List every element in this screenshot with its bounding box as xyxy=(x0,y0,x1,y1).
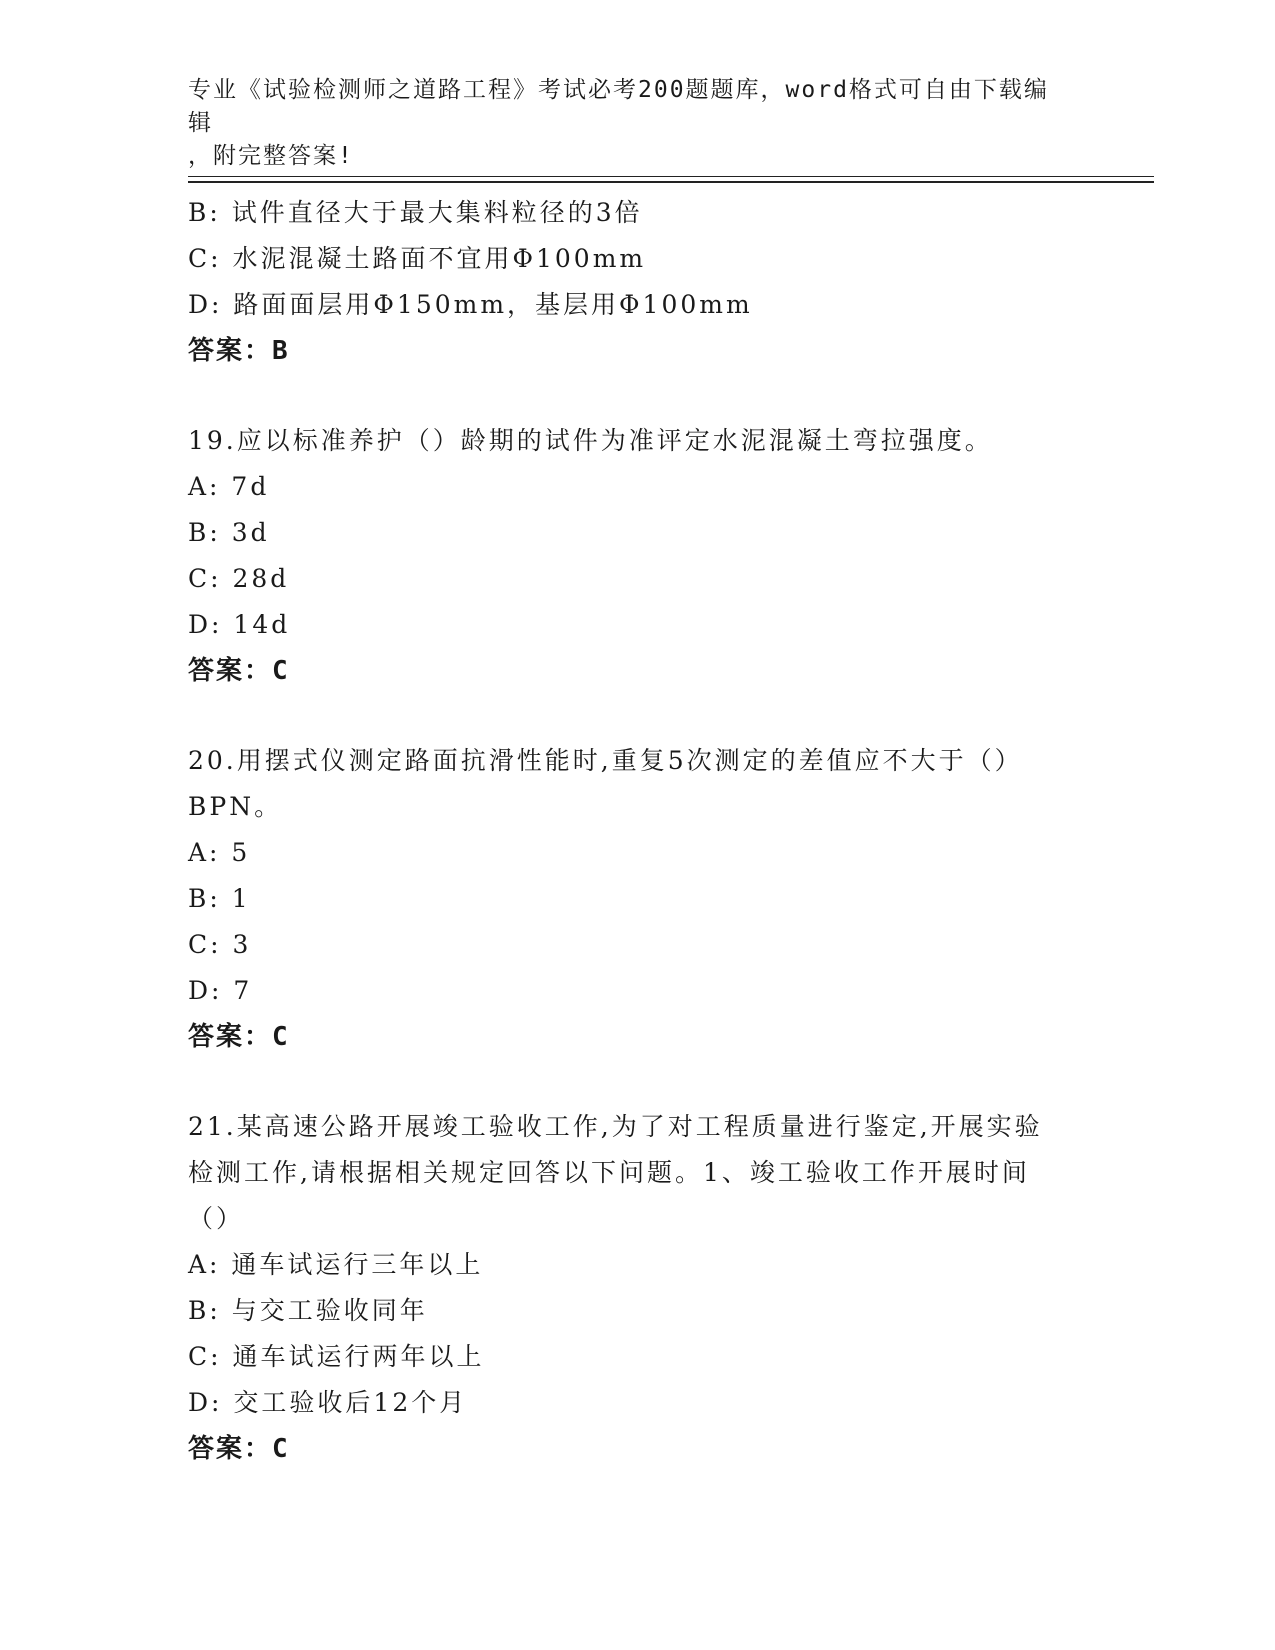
answer-line: 答案：C xyxy=(188,1434,290,1464)
option-d: D: 路面面层用Φ150mm，基层用Φ100mm xyxy=(188,290,753,319)
header-line-1: 专业《试验检测师之道路工程》考试必考200题题库，word格式可自由下载编辑 xyxy=(188,77,1049,136)
answer-line: 答案：B xyxy=(188,336,290,366)
question-21 xyxy=(188,1104,1088,1472)
option-d: D: 14d xyxy=(188,610,291,639)
option-a: A: 7d xyxy=(188,472,270,501)
answer-line: 答案：C xyxy=(188,1022,290,1052)
option-c: C: 通车试运行两年以上 xyxy=(188,1342,485,1371)
question-20 xyxy=(188,738,1088,1060)
header-line-2: ，附完整答案! xyxy=(188,143,354,169)
option-a: A: 5 xyxy=(188,838,251,867)
header-divider-thin xyxy=(188,176,1154,177)
option-c: C: 水泥混凝土路面不宜用Φ100mm xyxy=(188,244,647,273)
question-stem: 21.某高速公路开展竣工验收工作,为了对工程质量进行鉴定,开展实验检测工作,请根据相关规定回答以下问题。1、竣工验收工作开展时间（） xyxy=(188,1112,1043,1233)
page-header xyxy=(188,74,1068,173)
question-18-continued xyxy=(188,190,1088,374)
option-b: B: 3d xyxy=(188,518,270,547)
question-stem: 20.用摆式仪测定路面抗滑性能时,重复5次测定的差值应不大于（）BPN。 xyxy=(188,746,1023,821)
answer-line: 答案：C xyxy=(188,656,290,686)
option-c: C: 28d xyxy=(188,564,290,593)
document-body xyxy=(188,190,1088,1472)
option-b: B: 1 xyxy=(188,884,251,913)
option-d: D: 7 xyxy=(188,976,253,1005)
option-b: B: 与交工验收同年 xyxy=(188,1296,428,1325)
question-stem: 19.应以标准养护（）龄期的试件为准评定水泥混凝土弯拉强度。 xyxy=(188,426,993,455)
option-c: C: 3 xyxy=(188,930,252,959)
option-b: B: 试件直径大于最大集料粒径的3倍 xyxy=(188,198,643,227)
option-d: D: 交工验收后12个月 xyxy=(188,1388,468,1417)
option-a: A: 通车试运行三年以上 xyxy=(188,1250,484,1279)
header-divider-thick xyxy=(188,181,1154,183)
question-19 xyxy=(188,418,1088,694)
